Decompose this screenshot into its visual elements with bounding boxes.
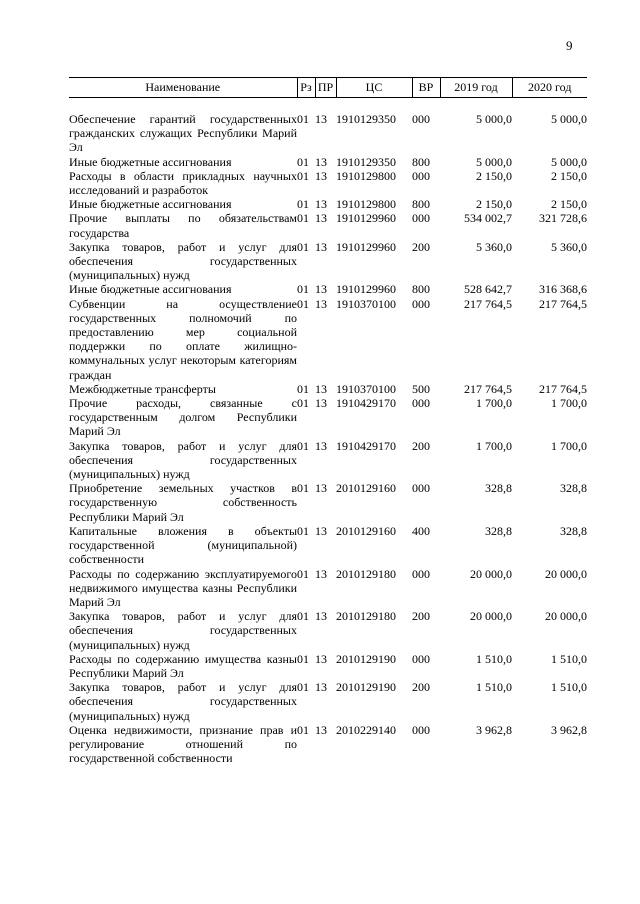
cell-y2020: 20 000,0 [545,609,587,624]
cell-rz: 01 [297,154,309,169]
cell-y2020: 1 510,0 [551,680,587,695]
cell-name: Расходы по содержанию эксплуатируемого недвижимого имущества казны Республики Марий Эл [69,566,297,609]
cell-pr: 13 [315,722,327,737]
cell-rz: 01 [297,396,309,411]
cell-rz: 01 [297,609,309,624]
cell-y2019: 2 150,0 [476,197,512,212]
cell-name: Закупка товаров, работ и услуг для обеспечения государственных (муниципальных) нужд [69,680,297,723]
cell-pr: 13 [315,609,327,624]
cell-y2020: 316 368,6 [539,282,587,297]
cell-cs: 1910129350 [336,154,396,169]
cell-cs: 1910129960 [336,239,396,254]
cell-pr: 13 [315,651,327,666]
cell-name: Закупка товаров, работ и услуг для обеспечения государственных (муниципальных) нужд [69,438,297,482]
cell-rz: 01 [297,523,309,538]
cell-y2020: 217 764,5 [539,296,587,311]
cell-pr: 13 [315,296,327,311]
cell-cs: 1910129800 [336,197,396,212]
table-row [69,652,587,680]
header-2020: 2020 год [512,78,587,98]
cell-vr: 800 [412,154,430,169]
cell-cs: 1910429170 [336,438,396,453]
cell-y2019: 328,8 [485,523,512,538]
cell-name: Иные бюджетные ассигнования [69,154,232,169]
cell-pr: 13 [315,381,327,396]
cell-cs: 1910129960 [336,282,396,297]
table-row [69,567,587,610]
cell-name: Межбюджетные трансферты [69,381,216,396]
cell-y2020: 328,8 [560,523,587,538]
table-row [69,396,587,439]
cell-y2019: 20 000,0 [470,609,512,624]
cell-y2019: 1 700,0 [476,438,512,453]
cell-vr: 800 [412,282,430,297]
cell-cs: 2010129180 [336,609,396,624]
page-number: 9 [566,38,573,53]
cell-vr: 400 [412,523,430,538]
cell-cs: 1910129960 [336,211,396,226]
table-row [69,439,587,482]
cell-y2019: 5 360,0 [476,239,512,254]
cell-y2019: 534 002,7 [464,211,512,226]
cell-cs: 2010129180 [336,566,396,581]
cell-y2020: 5 000,0 [551,112,587,126]
cell-pr: 13 [315,680,327,695]
cell-rz: 01 [297,211,309,226]
table-row [69,723,587,766]
cell-vr: 000 [412,296,430,311]
header-name: Наименование [69,78,297,98]
cell-vr: 000 [412,566,430,581]
cell-pr: 13 [315,396,327,411]
cell-name: Прочие расходы, связанные с государственным долгом Республики Марий Эл [69,396,297,439]
cell-name: Закупка товаров, работ и услуг для обеспечения государственных (муниципальных) нужд [69,239,297,283]
table-row [69,155,587,169]
cell-pr: 13 [315,438,327,453]
cell-vr: 200 [412,239,430,254]
cell-y2020: 328,8 [560,481,587,496]
cell-y2020: 321 728,6 [539,211,587,226]
cell-cs: 1910370100 [336,381,396,396]
cell-name: Оценка недвижимости, признание прав и регулирование отношений по государственной собственности [69,722,297,766]
header-pr: ПР [315,78,336,98]
cell-y2020: 1 510,0 [551,651,587,666]
header-2019: 2019 год [440,78,512,98]
cell-pr: 13 [315,154,327,169]
cell-rz: 01 [297,438,309,453]
table-row [69,169,587,197]
cell-vr: 000 [412,481,430,496]
cell-pr: 13 [315,197,327,212]
cell-y2019: 217 764,5 [464,296,512,311]
cell-name: Иные бюджетные ассигнования [69,282,232,297]
cell-rz: 01 [297,722,309,737]
cell-pr: 13 [315,566,327,581]
cell-pr: 13 [315,211,327,226]
cell-name: Закупка товаров, работ и услуг для обеспечения государственных (муниципальных) нужд [69,609,297,652]
cell-y2019: 1 510,0 [476,651,512,666]
cell-rz: 01 [297,381,309,396]
table-row [69,282,587,296]
table-header-row [69,78,587,98]
cell-pr: 13 [315,282,327,297]
cell-y2019: 20 000,0 [470,566,512,581]
cell-rz: 01 [297,680,309,695]
cell-name: Иные бюджетные ассигнования [69,197,232,212]
cell-name: Приобретение земельных участков в государственную собственность Республики Марий Эл [69,481,297,524]
cell-cs: 1910429170 [336,396,396,411]
cell-pr: 13 [315,523,327,538]
cell-name: Субвенции на осуществление государственных полномочий по предоставлению мер социальной поддержки по оплате жилищно-коммунальных услуг некоторым категориям граждан [69,296,297,382]
cell-rz: 01 [297,239,309,254]
cell-pr: 13 [315,112,327,126]
header-vr: ВР [412,78,440,98]
cell-vr: 500 [412,381,430,396]
cell-cs: 1910129350 [336,112,396,126]
cell-rz: 01 [297,566,309,581]
header-cs: ЦС [336,78,412,98]
cell-cs: 2010129160 [336,481,396,496]
cell-y2019: 217 764,5 [464,381,512,396]
table-row [69,609,587,652]
cell-name: Расходы по содержанию имущества казны Республики Марий Эл [69,651,297,680]
cell-pr: 13 [315,239,327,254]
cell-cs: 2010129190 [336,680,396,695]
cell-name: Капитальные вложения в объекты государственной (муниципальной) собственности [69,523,297,567]
cell-rz: 01 [297,168,309,183]
cell-y2020: 1 700,0 [551,396,587,411]
cell-vr: 200 [412,609,430,624]
cell-y2019: 528 642,7 [464,282,512,297]
cell-rz: 01 [297,481,309,496]
cell-vr: 800 [412,197,430,212]
cell-cs: 1910370100 [336,296,396,311]
cell-pr: 13 [315,168,327,183]
budget-table [69,77,587,765]
cell-y2020: 2 150,0 [551,168,587,183]
cell-y2020: 3 962,8 [551,722,587,737]
cell-y2019: 5 000,0 [476,112,512,126]
cell-pr: 13 [315,481,327,496]
table-row [69,481,587,524]
cell-y2019: 2 150,0 [476,168,512,183]
table-row [69,112,587,155]
cell-y2019: 1 510,0 [476,680,512,695]
cell-vr: 200 [412,438,430,453]
cell-rz: 01 [297,197,309,212]
cell-cs: 2010129160 [336,523,396,538]
cell-y2020: 1 700,0 [551,438,587,453]
table-row [69,197,587,211]
table-row [69,524,587,567]
cell-name: Расходы в области прикладных научных исследований и разработок [69,168,297,198]
cell-vr: 000 [412,112,430,126]
header-spacer [69,98,587,113]
cell-cs: 2010229140 [336,722,396,737]
cell-vr: 000 [412,396,430,411]
cell-vr: 000 [412,211,430,226]
cell-vr: 000 [412,651,430,666]
table-row [69,382,587,396]
cell-vr: 000 [412,722,430,737]
cell-y2020: 20 000,0 [545,566,587,581]
table-row [69,680,587,723]
cell-cs: 2010129190 [336,651,396,666]
cell-rz: 01 [297,296,309,311]
cell-y2019: 5 000,0 [476,154,512,169]
cell-y2020: 2 150,0 [551,197,587,212]
cell-y2019: 328,8 [485,481,512,496]
cell-name: Обеспечение гарантий государственных гражданских служащих Республики Марий Эл [69,112,297,155]
cell-rz: 01 [297,112,309,126]
cell-y2019: 3 962,8 [476,722,512,737]
table-body [69,98,587,766]
cell-vr: 200 [412,680,430,695]
cell-y2020: 217 764,5 [539,381,587,396]
cell-y2019: 1 700,0 [476,396,512,411]
header-rz: Рз [297,78,315,98]
table-row [69,211,587,239]
cell-y2020: 5 360,0 [551,239,587,254]
cell-cs: 1910129800 [336,168,396,183]
cell-name: Прочие выплаты по обязательствам государства [69,211,297,240]
cell-rz: 01 [297,282,309,297]
table-row [69,240,587,283]
cell-y2020: 5 000,0 [551,154,587,169]
cell-vr: 000 [412,168,430,183]
table-row [69,297,587,382]
cell-rz: 01 [297,651,309,666]
